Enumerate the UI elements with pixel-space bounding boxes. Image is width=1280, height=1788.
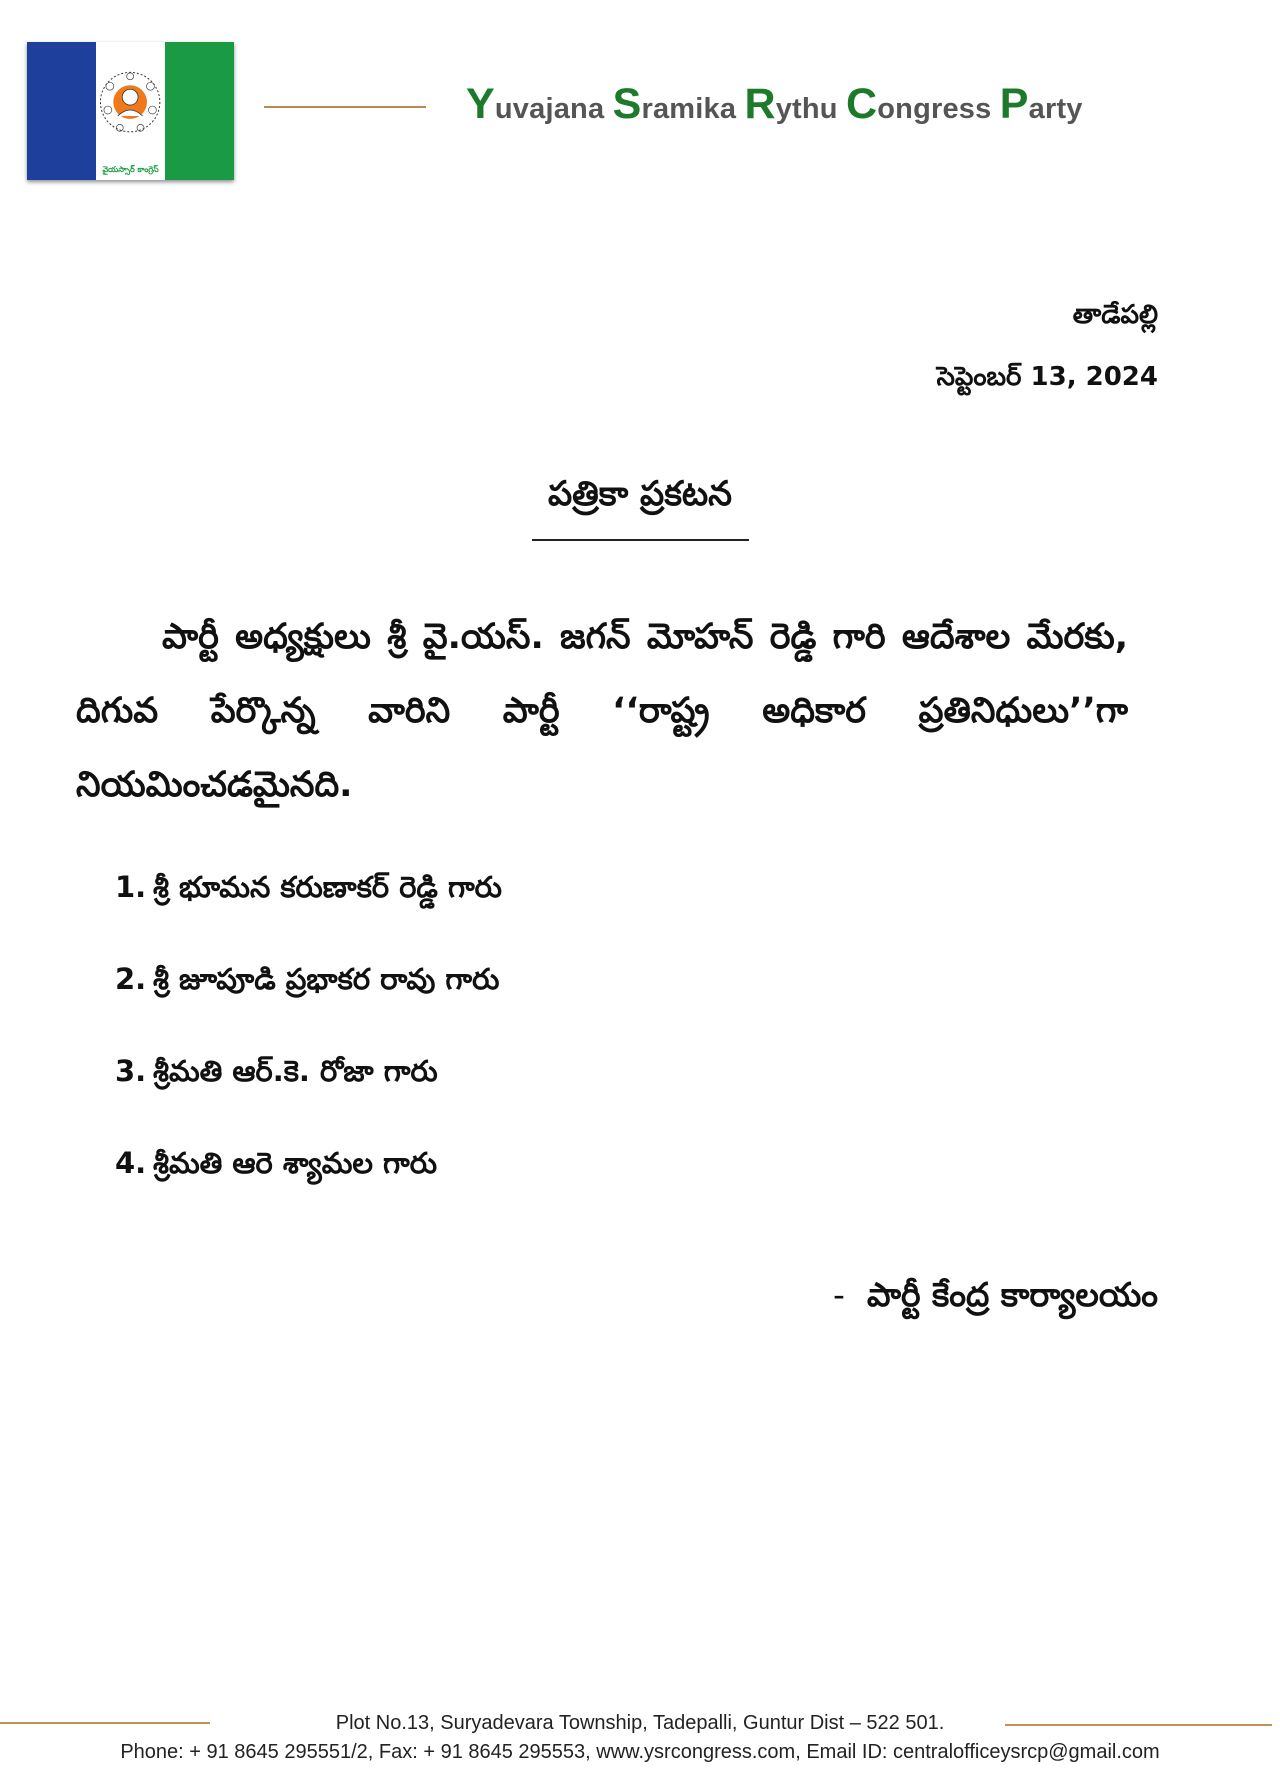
flag-blue-band <box>27 42 96 180</box>
header-divider <box>264 106 426 108</box>
footer-address: Plot No.13, Suryadevara Township, Tadepalli, Guntur Dist – 522 501. <box>335 1712 945 1734</box>
list-item: 3. శ్రీమతి ఆర్.కె. రోజా గారు <box>115 1054 438 1088</box>
list-item: 2. శ్రీ జూపూడి ప్రభాకర రావు గారు <box>115 962 500 996</box>
party-word: Yuvajana <box>466 80 605 128</box>
date: సెప్టెంబర్ 13, 2024 <box>936 362 1158 392</box>
signoff-text: పార్టీ కేంద్ర కార్యాలయం <box>866 1275 1158 1314</box>
party-word: Party <box>999 80 1083 128</box>
signoff: - పార్టీ కేంద్ర కార్యాలయం <box>833 1275 1158 1314</box>
flag-green-band <box>165 42 234 180</box>
leader-emblem-icon <box>96 42 164 180</box>
press-release-heading: పత్రికా ప్రకటన <box>547 474 733 514</box>
footer-contact: Phone: + 91 8645 295551/2, Fax: + 91 8645 295553, www.ysrcongress.com, Email ID: centralofficeysrcp@gmail.com <box>120 1741 1160 1763</box>
party-name <box>466 80 1083 129</box>
appointee-name: శ్రీమతి ఆర్.కె. రోజా గారు <box>153 1054 438 1088</box>
flag-white-band <box>96 42 164 180</box>
place: తాడేపల్లి <box>1072 300 1158 330</box>
party-flag-logo <box>27 42 234 180</box>
appointee-name: శ్రీ జూపూడి ప్రభాకర రావు గారు <box>153 962 500 996</box>
list-item: 4. శ్రీమతి ఆరె శ్యామల గారు <box>115 1146 437 1180</box>
appointee-name: శ్రీ భూమన కరుణాకర్ రెడ్డి గారు <box>153 870 502 904</box>
party-word: Rythu <box>744 80 838 128</box>
party-word: Congress <box>845 80 992 128</box>
party-word: Sramika <box>612 80 737 128</box>
appointee-name: శ్రీమతి ఆరె శ్యామల గారు <box>153 1146 437 1180</box>
appointees-list <box>115 870 502 1238</box>
heading-underline <box>532 539 749 541</box>
announcement-paragraph: పార్టీ అధ్యక్షులు శ్రీ వై.యస్. జగన్ మోహన్ రెడ్డి గారి ఆదేశాల మేరకు, దిగువ పేర్కొన్న వారిని పార్టీ ‘‘రాష్ట్ర అధికార ప్రతినిధులు’’గా నియమించడమైనది. <box>76 617 1128 805</box>
logo-caption: వైయస్సార్ కాంగ్రెస్ <box>102 165 159 174</box>
list-item: 1. శ్రీ భూమన కరుణాకర్ రెడ్డి గారు <box>115 870 502 904</box>
